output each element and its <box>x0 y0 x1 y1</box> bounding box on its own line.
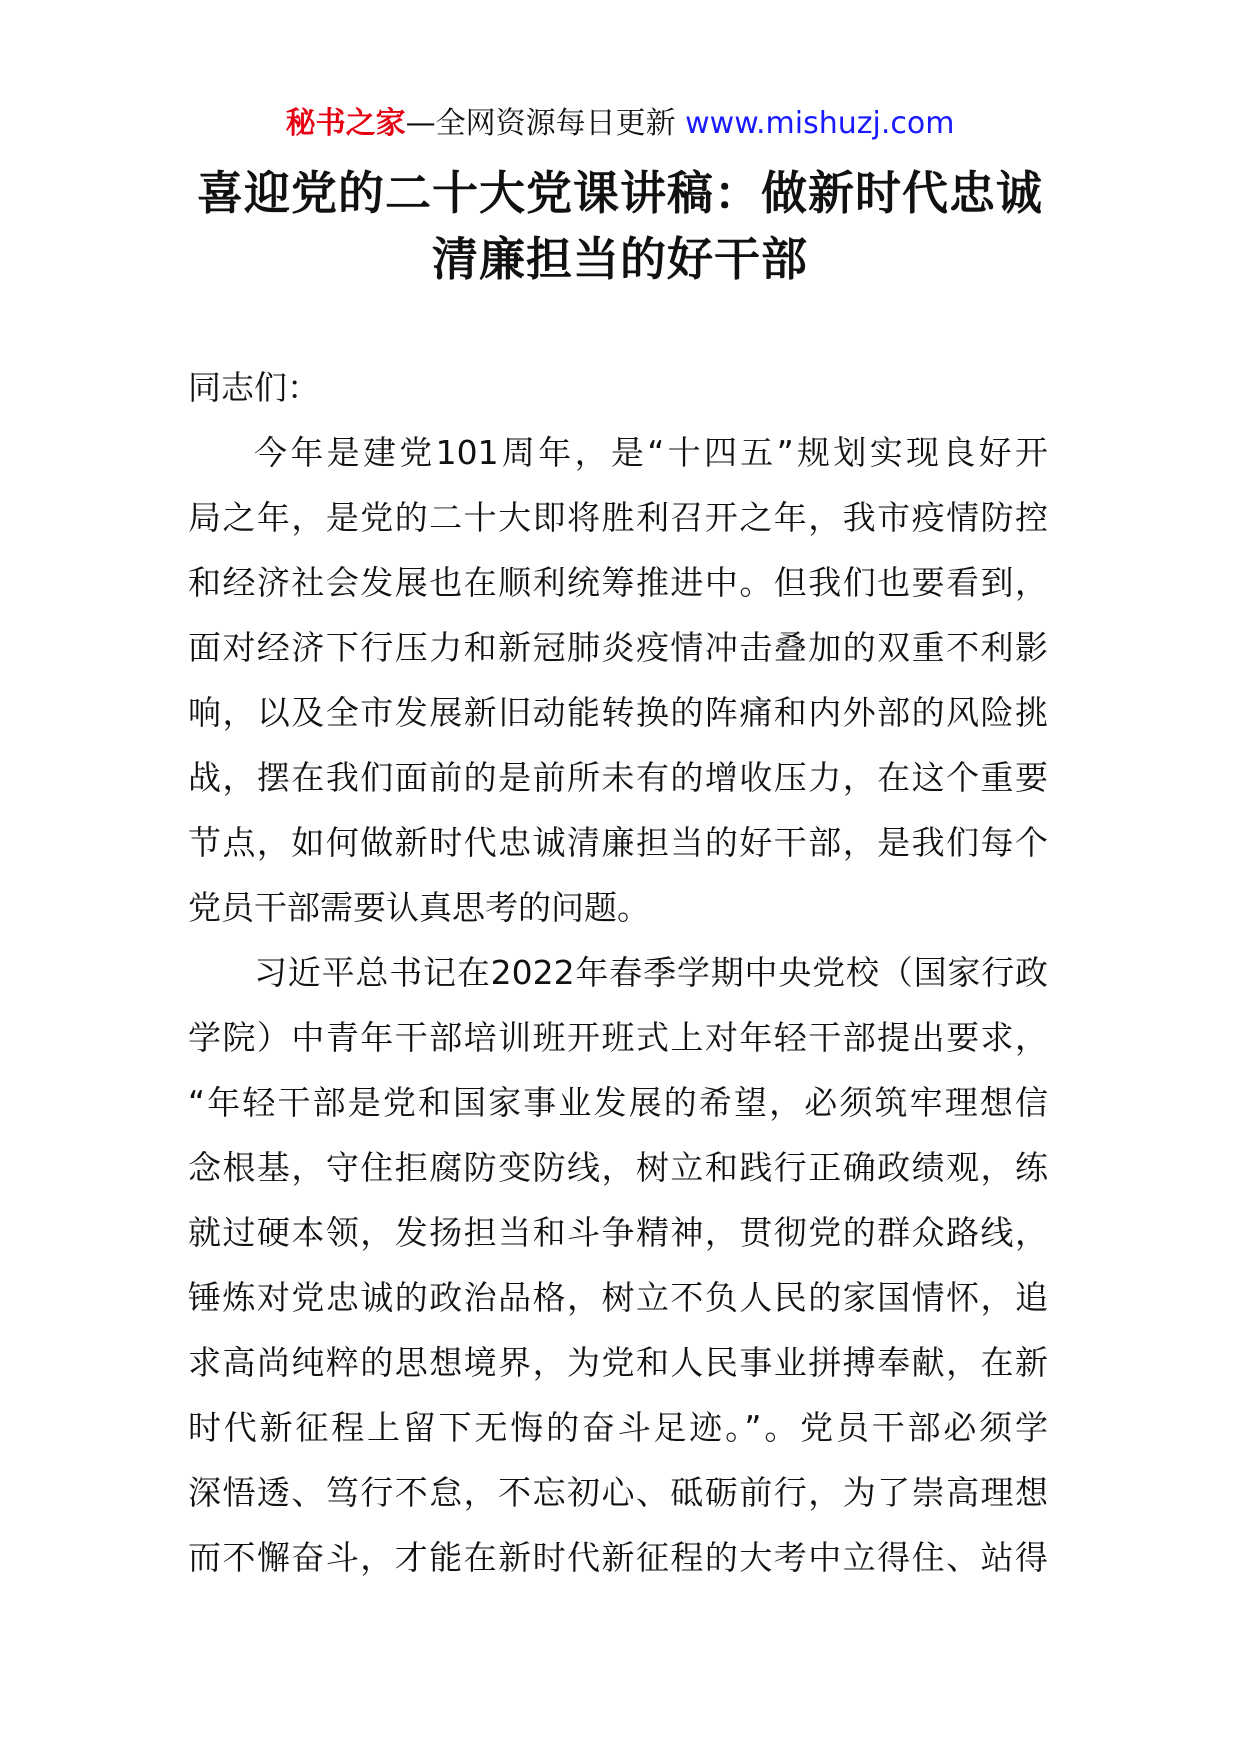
paragraph-line: 而不懈奋斗，才能在新时代新征程的大考中立得住、站得 <box>188 1538 1048 1577</box>
paragraph-line: 念根基，守住拒腐防变防线，树立和践行正确政绩观，练 <box>188 1148 1048 1187</box>
paragraph-1 <box>188 420 1048 940</box>
site-url-link[interactable]: www.mishuzj.com <box>685 106 955 141</box>
brand-name: 秘书之家 <box>285 106 406 141</box>
paragraph-line: 和经济社会发展也在顺利统筹推进中。但我们也要看到， <box>188 563 1048 602</box>
site-header <box>0 104 1240 144</box>
salutation: 同志们： <box>188 368 320 407</box>
paragraph-line: 时代新征程上留下无悔的奋斗足迹。”。党员干部必须学 <box>188 1408 1048 1447</box>
paragraph-line: 锤炼对党忠诚的政治品格，树立不负人民的家国情怀，追 <box>188 1278 1048 1317</box>
paragraph-line: 党员干部需要认真思考的问题。 <box>188 888 650 927</box>
paragraph-line: 响，以及全市发展新旧动能转换的阵痛和内外部的风险挑 <box>188 693 1048 732</box>
title-line-2: 清廉担当的好干部 <box>432 232 808 286</box>
paragraph-line: 战，摆在我们面前的是前所未有的增收压力，在这个重要 <box>188 758 1048 797</box>
paragraph-line: 深悟透、笃行不怠，不忘初心、砥砺前行，为了崇高理想 <box>188 1473 1048 1512</box>
paragraph-line: 节点，如何做新时代忠诚清廉担当的好干部，是我们每个 <box>188 823 1048 862</box>
paragraph-line: 面对经济下行压力和新冠肺炎疫情冲击叠加的双重不利影 <box>188 628 1048 667</box>
paragraph-2 <box>188 940 1048 1590</box>
paragraph-line: “年轻干部是党和国家事业发展的希望，必须筑牢理想信 <box>188 1083 1048 1122</box>
paragraph-line: 求高尚纯粹的思想境界，为党和人民事业拼搏奉献，在新 <box>188 1343 1048 1382</box>
paragraph-line: 学院）中青年干部培训班开班式上对年轻干部提出要求， <box>188 1018 1048 1057</box>
paragraph-line: 局之年，是党的二十大即将胜利召开之年，我市疫情防控 <box>188 498 1048 537</box>
paragraph-line: 就过硬本领，发扬担当和斗争精神，贯彻党的群众路线， <box>188 1213 1048 1252</box>
paragraph-line: 习近平总书记在2022年春季学期中央党校（国家行政 <box>254 953 1048 992</box>
document-body <box>188 355 1048 1590</box>
header-tagline: —全网资源每日更新 <box>405 106 676 141</box>
document-title <box>150 160 1090 292</box>
title-line-1: 喜迎党的二十大党课讲稿：做新时代忠诚 <box>197 166 1043 220</box>
paragraph-line: 今年是建党101周年，是“十四五”规划实现良好开 <box>254 433 1048 472</box>
